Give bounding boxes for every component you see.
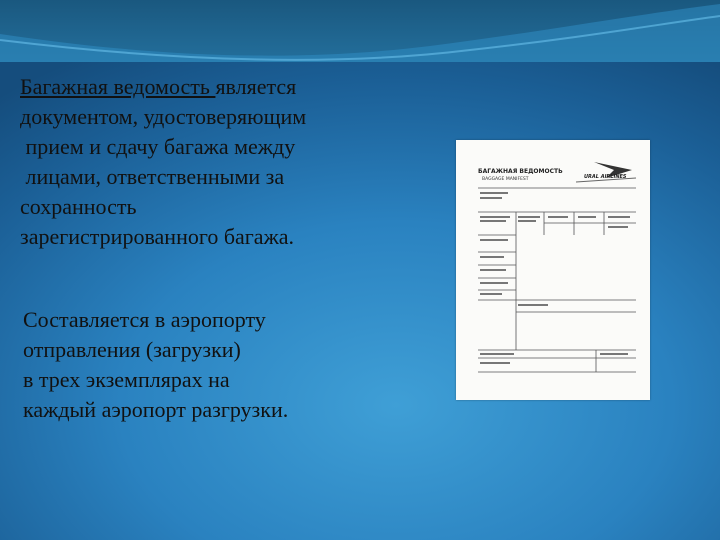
airline-name: URAL AIRLINES <box>584 174 627 180</box>
definition-line-3: прием и сдачу багажа между <box>20 134 296 159</box>
manifest-title-en: BAGGAGE MANIFEST <box>482 177 529 182</box>
usage-line-3: в трех экземплярах на <box>23 367 230 392</box>
usage-line-4: каждый аэропорт разгрузки. <box>23 397 289 422</box>
usage-line-2: отправления (загрузки) <box>23 337 241 362</box>
airline-logo <box>576 162 636 182</box>
definition-line-1: Багажная ведомость является <box>20 74 297 99</box>
usage-paragraph <box>23 305 423 425</box>
definition-line-5: сохранность <box>20 194 137 219</box>
definition-line-6: зарегистрированного багажа. <box>20 224 295 249</box>
usage-line-1: Составляется в аэропорту <box>23 307 266 332</box>
definition-line-2: документом, удостоверяющим <box>20 104 307 129</box>
definition-paragraph <box>20 72 420 252</box>
manifest-form-drawing <box>456 140 650 400</box>
top-decorative-band <box>0 0 720 62</box>
wave-decoration <box>0 0 720 62</box>
manifest-title-ru: БАГАЖНАЯ ВЕДОМОСТЬ <box>478 168 563 175</box>
definition-line-4: лицами, ответственными за <box>20 164 285 189</box>
term-underlined: Багажная ведомость <box>20 74 216 99</box>
form-grid <box>478 188 636 372</box>
baggage-manifest-image <box>456 140 650 400</box>
